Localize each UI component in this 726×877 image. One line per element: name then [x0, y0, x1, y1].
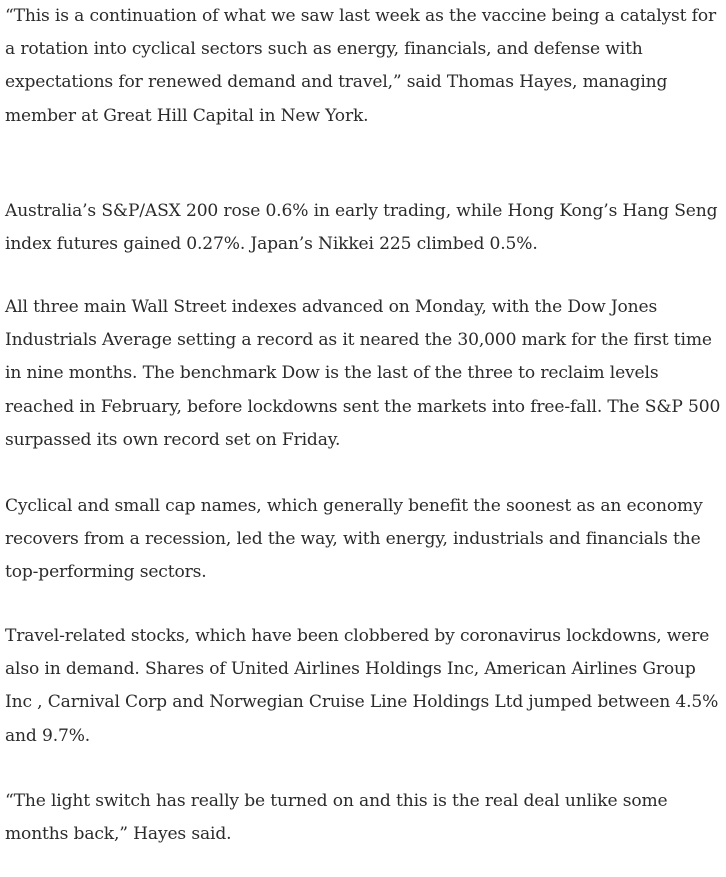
article-paragraph: All three main Wall Street indexes advanced on Monday, with the Dow Jones Industrials Average setting a record as it neared the 30,000 mark for the first time in nine months. The benchmark Dow is the last of the three to reclaim levels reached in February, before lockdowns sent the markets into free-fall. The S&P 500 surpassed its own record set on Friday. [5, 297, 721, 450]
article-paragraph: “This is a continuation of what we saw last week as the vaccine being a catalyst for a rotation into cyclical sectors such as energy, financials, and defense with expectations for renewed demand and travel,” said Thomas Hayes, managing member at Great Hill Capital in New York. [5, 6, 716, 126]
article-paragraph: Australia’s S&P/ASX 200 rose 0.6% in early trading, while Hong Kong’s Hang Seng index futures gained 0.27%. Japan’s Nikkei 225 climbed 0.5%. [5, 201, 718, 255]
article-paragraph: Cyclical and small cap names, which generally benefit the soonest as an economy recovers from a recession, led the way, with energy, industrials and financials the top-performing sectors. [5, 496, 703, 583]
article-paragraph: Travel-related stocks, which have been clobbered by coronavirus lockdowns, were also in demand. Shares of United Airlines Holdings Inc, American Airlines Group Inc , Carnival Corp and Norwegian Cruise Line Holdings Ltd jumped between 4.5% and 9.7%. [5, 626, 719, 746]
article-paragraph: “The light switch has really be turned on and this is the real deal unlike some months back,” Hayes said. [5, 791, 668, 845]
